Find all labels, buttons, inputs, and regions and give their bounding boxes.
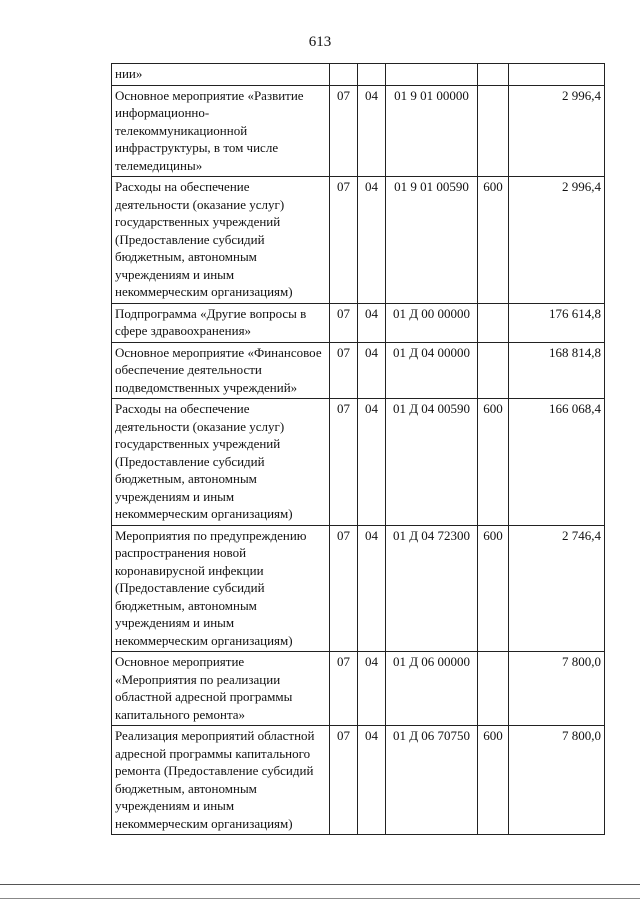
scan-edge-line (0, 898, 640, 899)
subsection-code: 04 (358, 652, 386, 726)
table-row (112, 64, 605, 86)
section-code: 07 (330, 342, 358, 399)
table-row (112, 85, 605, 177)
target-article-code: 01 9 01 00000 (386, 85, 478, 177)
section-code: 07 (330, 652, 358, 726)
target-article-code: 01 Д 04 72300 (386, 525, 478, 652)
section-code: 07 (330, 399, 358, 526)
subsection-code: 04 (358, 726, 386, 835)
amount: 166 068,4 (509, 399, 605, 526)
table-row (112, 177, 605, 304)
item-name: Реализация мероприятий областной адресной программы капитального ремонта (Предоставление субсидий бюджетным, автономным учреждениям и иным некоммерческим организациям) (112, 726, 330, 835)
target-article-code: 01 Д 04 00000 (386, 342, 478, 399)
expense-type-code: 600 (478, 726, 509, 835)
scan-edge-line (0, 884, 640, 885)
target-article-code: 01 Д 00 00000 (386, 303, 478, 342)
target-article-code: 01 Д 06 00000 (386, 652, 478, 726)
budget-table (111, 63, 605, 835)
expense-type-code (478, 652, 509, 726)
item-name: Основное мероприятие «Финансовое обеспечение деятельности подведомственных учреждений» (112, 342, 330, 399)
subsection-code: 04 (358, 85, 386, 177)
amount: 2 746,4 (509, 525, 605, 652)
subsection-code: 04 (358, 342, 386, 399)
section-code: 07 (330, 85, 358, 177)
expense-type-code: 600 (478, 525, 509, 652)
target-article-code: 01 Д 04 00590 (386, 399, 478, 526)
expense-type-code: 600 (478, 399, 509, 526)
expense-type-code (478, 85, 509, 177)
amount: 176 614,8 (509, 303, 605, 342)
table-row (112, 652, 605, 726)
item-name: Подпрограмма «Другие вопросы в сфере здравоохранения» (112, 303, 330, 342)
table-row (112, 726, 605, 835)
amount: 7 800,0 (509, 652, 605, 726)
page-number: 613 (308, 34, 332, 50)
amount (509, 64, 605, 86)
subsection-code: 04 (358, 525, 386, 652)
item-name: Основное мероприятие «Развитие информационно-телекоммуникационной инфраструктуры, в том числе телемедицины» (112, 85, 330, 177)
item-name: Основное мероприятие «Мероприятия по реализации областной адресной программы капитального ремонта» (112, 652, 330, 726)
subsection-code: 04 (358, 303, 386, 342)
target-article-code: 01 Д 06 70750 (386, 726, 478, 835)
subsection-code: 04 (358, 399, 386, 526)
section-code: 07 (330, 726, 358, 835)
table-row (112, 399, 605, 526)
section-code (330, 64, 358, 86)
item-name: Расходы на обеспечение деятельности (оказание услуг) государственных учреждений (Предоставление субсидий бюджетным, автономным учреждениям и иным некоммерческим организациям) (112, 177, 330, 304)
subsection-code (358, 64, 386, 86)
expense-type-code (478, 342, 509, 399)
section-code: 07 (330, 303, 358, 342)
amount: 7 800,0 (509, 726, 605, 835)
target-article-code (386, 64, 478, 86)
amount: 168 814,8 (509, 342, 605, 399)
expense-type-code: 600 (478, 177, 509, 304)
section-code: 07 (330, 525, 358, 652)
table-row (112, 525, 605, 652)
table-row (112, 303, 605, 342)
item-name: Мероприятия по предупреждению распространения новой коронавирусной инфекции (Предоставление субсидий бюджетным, автономным учреждениям и иным некоммерческим организациям) (112, 525, 330, 652)
section-code: 07 (330, 177, 358, 304)
item-name: Расходы на обеспечение деятельности (оказание услуг) государственных учреждений (Предоставление субсидий бюджетным, автономным учреждениям и иным некоммерческим организациям) (112, 399, 330, 526)
expense-type-code (478, 64, 509, 86)
amount: 2 996,4 (509, 85, 605, 177)
amount: 2 996,4 (509, 177, 605, 304)
expense-type-code (478, 303, 509, 342)
item-name: нии» (112, 64, 330, 86)
subsection-code: 04 (358, 177, 386, 304)
target-article-code: 01 9 01 00590 (386, 177, 478, 304)
table-row (112, 342, 605, 399)
